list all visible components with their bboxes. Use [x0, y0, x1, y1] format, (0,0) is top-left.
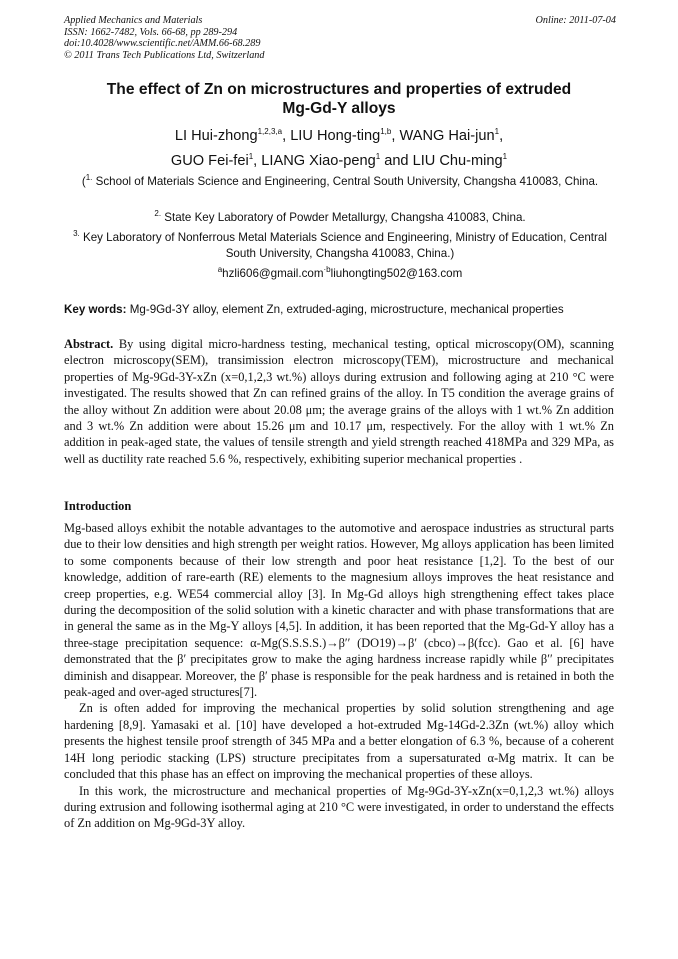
title-line-1: The effect of Zn on microstructures and properties of extruded [106, 81, 572, 98]
intro-paragraph-1: Mg-based alloys exhibit the notable advantages to the automotive and aerospace industries as structural parts due to their low densities and high strength per weight ratios. However, Mg alloys application has been limited to some components because of their low strength and poor heat resistance [1,2]. To the best of our knowledge, addition of rare-earth (RE) elements to the magnesium alloys improves the heat resistance and creep properties, e.g. WE54 commercial alloy [3]. In Mg-Gd alloys high strengthening effect takes place during the decomposition of the solid solution with a kinetic character and with phase transformations that are in general the same as in the Mg-Y alloys [4,5]. In addition, it has been reported that the Mg-Gd-Y alloy has a three-stage precipitation sequence: α-Mg(S.S.S.S.)→β′′ (DO19)→β′ (cbco)→β(fcc). Gao et al. [6] have demonstrated that the β′ precipitates grow to make the aging hardness increase rapidly while β′′ precipitates diminish and disappear. Moreover, the β′ phase is responsible for the peak hardness and is retained in both the peak-aged and over-aged structures[7]. [64, 521, 614, 700]
author-affil-sup: 1 [248, 152, 254, 162]
keywords [64, 302, 616, 317]
online-date: Online: 2011-07-04 [535, 15, 616, 26]
author-name: LI Hui-zhong [174, 128, 258, 144]
author-conjunction: and [384, 153, 409, 169]
section-heading-introduction: Introduction [64, 499, 132, 513]
email-a: hzli606@gmail.com [222, 267, 324, 280]
author-line-1: LI Hui-zhong$^{1,2,3,a}$, LIU Hong-ting$^{1,b}$, WANG Hai-jun$^1$, [174, 127, 504, 144]
abstract-label: Abstract. [64, 337, 114, 351]
copyright-line: © 2011 Trans Tech Publications Ltd, Switzerland [64, 49, 265, 61]
introduction-body [64, 520, 614, 832]
author-affil-sup: 1 [502, 152, 508, 162]
affiliation-2: $^{2.}$ State Key Laboratory of Powder Metallurgy, Changsha 410083, China. [154, 209, 526, 224]
author-name: WANG Hai-jun [399, 128, 495, 144]
abstract [64, 336, 614, 467]
author-affil-sup: 1 [375, 152, 381, 162]
author-name: LIU Chu-ming [412, 153, 503, 169]
author-emails: $^a$hzli606@gmail.com$^{\cdot b}$liuhongting502@163.com [217, 265, 463, 280]
affiliation-1: ($^{1.}$ School of Materials Science and Engineering, Central South University, Changsha 410083, China. [81, 173, 599, 188]
author-name: LIU Hong-ting [290, 128, 381, 144]
author-affil-sup: 1,2,3,a [257, 127, 283, 137]
keywords-label: Key words: [64, 303, 127, 316]
keywords-text: Mg-9Gd-3Y alloy, element Zn, extruded-aging, microstructure, mechanical properties [129, 303, 564, 316]
author-affil-sup: 1 [494, 127, 500, 137]
author-line-2: GUO Fei-fei$^1$, LIANG Xiao-peng$^1$ and LIU Chu-ming$^1$ [170, 152, 508, 169]
author-affil-sup: 1,b [380, 127, 392, 137]
journal-name: Applied Mechanics and Materials [64, 15, 203, 26]
email-b: liuhongting502@163.com [330, 267, 463, 280]
affiliation-3: $^{3.}$ Key Laboratory of Nonferrous Metal Materials Science and Engineering, Ministry of Education, Central South University, Changsha 410083, China.) [73, 229, 607, 260]
author-list [64, 124, 614, 174]
author-name: LIANG Xiao-peng [261, 153, 376, 169]
journal-header [64, 15, 616, 61]
author-name: GUO Fei-fei [170, 153, 249, 169]
doi-line: doi:10.4028/www.scientific.net/AMM.66-68.289 [64, 38, 261, 50]
issn-line: ISSN: 1662-7482, Vols. 66-68, pp 289-294 [64, 26, 238, 38]
intro-paragraph-3: In this work, the microstructure and mechanical properties of Mg-9Gd-3Y-xZn(x=0,1,2,3 wt.%) alloys during extrusion and following isothermal aging at 210 °C were investigated, in order to understand the effects of Zn addition on Mg-9Gd-3Y alloy. [64, 783, 614, 831]
abstract-text: By using digital micro-hardness testing, mechanical testing, optical microscopy(OM), scanning electron microscopy(SEM), transimission electron microscopy(TEM), microstructure and mechanical properties of Mg-9Gd-3Y-xZn (x=0,1,2,3 wt.%) alloys during extrusion and following aging at 210 °C were investigated. The results showed that Zn can refined grains of the alloy. In T5 condition the average grains of the alloy without Zn addition were about 20.08 μm; the average grains of the alloys with 1 wt.% Zn addition and 3 wt.% Zn addition were about 15.26 μm and 10.17 μm, respectively. For the alloy with 1 wt.% Zn addition in peak-aged state, the values of tensile strength and yield strength reached 418MPa and 329 MPa, as well as ductility rate reached 5.6 %, respectively, exhibiting superior mechanical properties . [64, 337, 614, 466]
title-line-2: Mg-Gd-Y alloys [282, 100, 396, 117]
paper-title [64, 80, 614, 118]
intro-paragraph-2: Zn is often added for improving the mechanical properties by solid solution strengthening and age hardening [8,9]. Yamasaki et al. [10] have developed a hot-extruded Mg-14Gd-2.3Zn (wt.%) alloy which presents the highest tensile proof strength of 345 MPa and a better elongation of 6.3 %, because of a coherent 14H long periodic stacking (LPS) structure precipitates from a supersaturated α-Mg matrix. It can be concluded that this phase has an effect on improving the mechanical properties of these alloys. [64, 701, 614, 782]
